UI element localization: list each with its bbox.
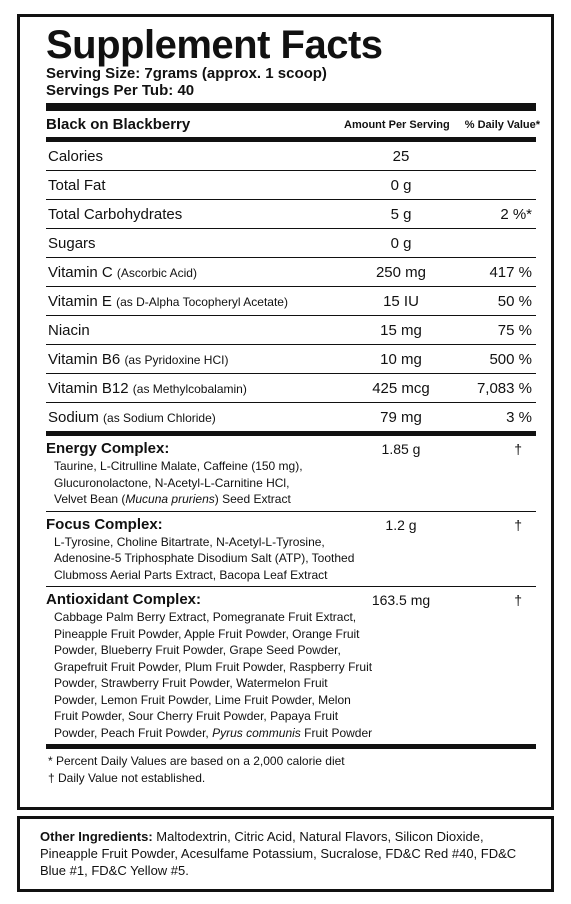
divider-thick [46, 103, 536, 111]
complex-name: Antioxidant Complex: [46, 591, 202, 608]
ingredient-line: Powder, Lemon Fruit Powder, Lime Fruit Powder, Melon [54, 692, 351, 707]
nutrient-daily-value: 75 % [497, 322, 532, 339]
panel-title: Supplement Facts [46, 23, 383, 67]
nutrient-name [48, 380, 247, 397]
nutrient-amount: 0 g [390, 177, 412, 194]
nutrient-amount: 425 mcg [372, 380, 430, 397]
nutrient-source: (Ascorbic Acid) [116, 266, 197, 280]
nutrient-label: Niacin [48, 322, 90, 339]
nutrient-amount: 15 IU [383, 293, 419, 310]
nutrient-label: Vitamin C [48, 264, 113, 281]
nutrient-daily-value: 417 % [489, 264, 532, 281]
complex-ingredients [46, 534, 536, 584]
nutrient-label: Sodium [48, 409, 99, 426]
nutrient-row [46, 316, 536, 345]
complex-name: Focus Complex: [46, 515, 163, 533]
ingredient-line [54, 725, 536, 742]
complex-amount: 1.85 g [381, 441, 421, 457]
nutrient-row [46, 403, 536, 431]
ingredient-line [54, 491, 536, 508]
complex-daily-value: † [514, 516, 522, 533]
servings-label: Servings Per Tub: [46, 82, 174, 99]
nutrient-name [48, 235, 96, 252]
nutrient-row [46, 171, 536, 200]
nutrient-label: Total Carbohydrates [48, 206, 183, 223]
nutrient-amount: 0 g [390, 235, 412, 252]
ingredient-line: Grapefruit Fruit Powder, Plum Fruit Powder, Raspberry Fruit [54, 659, 373, 674]
ingredient-text: Powder, Peach Fruit Powder, [54, 725, 213, 740]
complex-ingredients [46, 609, 536, 741]
complex-amount: 1.2 g [385, 516, 417, 533]
footnote-dagger: † Daily Value not established. [48, 771, 206, 785]
servings-value: 40 [177, 82, 195, 99]
complex-ingredients [46, 458, 536, 508]
nutrient-row [46, 345, 536, 374]
nutrient-source: (as Pyridoxine HCI) [124, 353, 229, 367]
nutrient-label: Sugars [48, 235, 96, 252]
other-ingredients-label: Other Ingredients: [40, 829, 153, 844]
nutrient-amount: 5 g [390, 206, 412, 223]
nutrient-label: Vitamin B6 [48, 351, 121, 368]
table-header [46, 111, 540, 137]
serving-size-value: 7grams (approx. 1 scoop) [144, 65, 327, 82]
ingredient-botanical-name: Mucuna pruriens [125, 492, 215, 506]
ingredient-line: Powder, Strawberry Fruit Powder, Watermelon Fruit [54, 676, 328, 690]
nutrient-source: (as Sodium Chloride) [103, 411, 216, 425]
nutrient-row [46, 200, 536, 229]
nutrient-name [48, 177, 106, 194]
nutrient-name [48, 206, 182, 223]
nutrient-name [48, 409, 216, 426]
ingredient-text: ) Seed Extract [214, 492, 291, 506]
nutrient-daily-value: 2 %* [500, 206, 532, 223]
other-ingredients-text: Maltodextrin, Citric Acid, Natural Flavors, Silicon Dioxide, Pineapple Fruit Powder, Acesulfame Potassium, Sucralose, FD&C Red #40, FD&C Blue #1, FD&C Yellow #5. [40, 829, 517, 878]
complex-list [46, 436, 536, 744]
nutrient-rows [46, 142, 536, 431]
nutrient-amount: 25 [392, 148, 410, 165]
nutrient-amount: 10 mg [380, 351, 422, 368]
nutrient-daily-value: 3 % [506, 409, 532, 426]
complex-block [46, 587, 536, 744]
footnotes [46, 753, 536, 787]
ingredient-botanical-name: Pyrus communis [212, 725, 301, 740]
complex-block [46, 436, 536, 511]
ingredient-line: Powder, Blueberry Fruit Powder, Grape Seed Powder, [54, 643, 341, 657]
nutrient-amount: 15 mg [380, 322, 422, 339]
footnote-percent-dv: * Percent Daily Values are based on a 2,000 calorie diet [48, 754, 345, 768]
complex-name: Energy Complex: [46, 440, 170, 457]
supplement-facts-panel [17, 14, 554, 810]
nutrient-label: Calories [48, 148, 104, 165]
nutrient-label: Vitamin E [48, 293, 112, 310]
other-ingredients-panel [17, 816, 554, 892]
nutrient-name [48, 148, 103, 165]
ingredient-line: L-Tyrosine, Choline Bitartrate, N-Acetyl-L-Tyrosine, [54, 534, 325, 549]
nutrient-source: (as D-Alpha Tocopheryl Acetate) [116, 295, 288, 309]
amount-column-header: Amount Per Serving [344, 119, 450, 131]
nutrient-daily-value: 50 % [497, 293, 532, 310]
divider-medium [46, 744, 536, 749]
nutrient-name [48, 351, 228, 368]
ingredient-text: Velvet Bean ( [54, 492, 126, 506]
serving-size-label: Serving Size: [46, 65, 141, 82]
nutrient-daily-value: 500 % [489, 351, 532, 368]
complex-daily-value: † [514, 592, 522, 608]
nutrient-amount: 79 mg [380, 409, 422, 426]
ingredient-text: Fruit Powder [300, 725, 373, 740]
nutrient-row [46, 142, 536, 171]
complex-block [46, 512, 536, 587]
nutrient-daily-value: 7,083 % [476, 380, 532, 397]
nutrient-amount: 250 mg [375, 264, 427, 281]
nutrient-source: (as Methylcobalamin) [132, 382, 247, 396]
flavor-name: Black on Blackberry [46, 116, 191, 133]
nutrient-label: Vitamin B12 [48, 380, 129, 397]
nutrient-row [46, 374, 536, 403]
servings-per-tub [46, 82, 536, 99]
nutrient-name [48, 293, 288, 310]
nutrient-name [48, 264, 197, 281]
nutrient-row [46, 229, 536, 258]
complex-amount: 163.5 mg [371, 592, 431, 608]
daily-value-column-header: % Daily Value* [464, 119, 540, 131]
ingredient-line: Fruit Powder, Sour Cherry Fruit Powder, Papaya Fruit [54, 709, 339, 723]
ingredient-line: Taurine, L-Citrulline Malate, Caffeine (150 mg), [54, 459, 303, 473]
nutrient-label: Total Fat [48, 177, 106, 194]
ingredient-line: Cabbage Palm Berry Extract, Pomegranate Fruit Extract, [54, 610, 357, 624]
other-ingredients [40, 828, 539, 879]
serving-size [46, 65, 536, 82]
ingredient-line: Adenosine-5 Triphosphate Disodium Salt (ATP), Toothed [54, 551, 355, 565]
nutrient-row [46, 287, 536, 316]
ingredient-line: Pineapple Fruit Powder, Apple Fruit Powder, Orange Fruit [54, 626, 360, 641]
ingredient-line: Clubmoss Aerial Parts Extract, Bacopa Leaf Extract [54, 567, 328, 582]
ingredient-line: Glucuronolactone, N-Acetyl-L-Carnitine HCl, [54, 475, 290, 490]
nutrient-name [48, 322, 90, 339]
complex-daily-value: † [514, 441, 522, 457]
nutrient-row [46, 258, 536, 287]
